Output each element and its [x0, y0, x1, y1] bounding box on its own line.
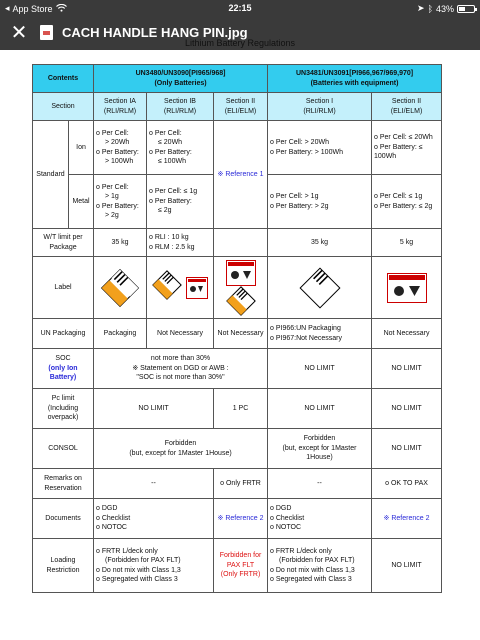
consol-label: CONSOL	[33, 429, 94, 469]
section-ii-b-title: Section II	[391, 98, 422, 106]
ion-ii-line: o Per Battery: ≤	[374, 143, 423, 151]
soc-ii-equip: NO LIMIT	[372, 349, 442, 389]
un-packaging-i-equip	[268, 319, 372, 349]
loading-ii-equip: NO LIMIT	[372, 539, 442, 593]
document-image	[0, 38, 480, 640]
class9-hazard-label-icon	[152, 270, 182, 306]
caution-handling-label-icon	[186, 277, 208, 299]
loading-label-2: Restriction	[46, 566, 80, 574]
metal-ia-line: > 1g	[105, 193, 119, 201]
carrier-label[interactable]: App Store	[12, 3, 53, 14]
metal-ib-line: ≤ 2g	[158, 207, 172, 215]
pc-limit-ii-equip: NO LIMIT	[372, 389, 442, 429]
ion-ia-line: > 100Wh	[105, 157, 134, 165]
label-ia	[94, 257, 147, 319]
wt-i-equip: 35 kg	[268, 229, 372, 257]
metal-ia	[94, 175, 147, 229]
metal-i-equip	[268, 175, 372, 229]
un-packaging-ib: Not Necessary	[147, 319, 214, 349]
pc-label-3: overpack)	[47, 414, 79, 422]
reference-1: ※ Reference 1	[214, 121, 268, 229]
wt-ii-empty	[214, 229, 268, 257]
remarks-ia-ib: --	[94, 469, 214, 499]
header-group-equipment	[268, 65, 442, 93]
wt-ib-1: o RLI : 10 kg	[149, 234, 189, 242]
documents-item: o Checklist	[270, 514, 305, 522]
metal-ii-line: o Per Battery: ≤ 2g	[374, 202, 433, 210]
ion-i-equip	[268, 121, 372, 175]
loading-ii	[214, 539, 268, 593]
wt-ib-2: o RLM : 2.5 kg	[149, 243, 195, 251]
header-group-b-line1: UN3481/UN3091[PI966,967/969,970]	[295, 70, 414, 78]
consol-i-3: 1House)	[306, 454, 333, 462]
section-ib-title: Section IB	[164, 98, 196, 106]
label-row	[33, 257, 442, 319]
ion-i-line: o Per Battery: > 100Wh	[270, 148, 343, 156]
section-ib-sub: (RLI/RLM)	[163, 107, 197, 115]
consol-a-2: (but, except for 1Master 1House)	[129, 449, 232, 457]
soc-value	[94, 349, 268, 389]
section-ii-equip	[372, 93, 442, 121]
remarks-label-1: Remarks on	[44, 475, 82, 483]
caution-handling-label-icon	[387, 273, 427, 303]
wt-ii-equip: 5 kg	[372, 229, 442, 257]
section-row	[33, 93, 442, 121]
section-ii-title: Section II	[225, 98, 256, 106]
header-contents: Contents	[33, 65, 94, 93]
ion-ia-line: o Per Battery:	[96, 148, 139, 156]
metal-ib	[147, 175, 214, 229]
ion-ib-line: o Per Battery:	[149, 148, 192, 156]
document-heading: Lithium Battery Regulations	[184, 38, 296, 48]
soc-value-1: not more than 30%	[150, 355, 211, 363]
battery-icon	[457, 5, 475, 13]
wt-ia: 35 kg	[94, 229, 147, 257]
header-group-batteries	[94, 65, 268, 93]
class9-hazard-label-icon	[100, 268, 140, 308]
un-packaging-ia: Packaging	[94, 319, 147, 349]
documents-row	[33, 499, 442, 539]
documents-ia-ib	[94, 499, 214, 539]
standard-label: Standard	[33, 121, 69, 229]
header-group-a-line2: (Only Batteries)	[154, 79, 207, 87]
label-label: Label	[33, 257, 94, 319]
soc-i-equip: NO LIMIT	[268, 349, 372, 389]
documents-item: o NOTOC	[96, 524, 127, 532]
section-ii	[214, 93, 268, 121]
bluetooth-icon: ᛒ	[427, 3, 433, 14]
section-i-equip	[268, 93, 372, 121]
section-ia	[94, 93, 147, 121]
label-ii-equip	[372, 257, 442, 319]
metal-i-line: o Per Battery: > 2g	[270, 202, 329, 210]
remarks-ii: o Only FRTR	[214, 469, 268, 499]
un-packaging-label: UN Packaging	[33, 319, 94, 349]
loading-item: (Forbidden for PAX FLT)	[105, 557, 181, 565]
consol-a-1: Forbidden	[164, 440, 197, 448]
ion-label: Ion	[69, 121, 94, 175]
label-ii	[214, 257, 268, 319]
un-packaging-ii-equip: Not Necessary	[372, 319, 442, 349]
ion-ib	[147, 121, 214, 175]
soc-label	[33, 349, 94, 389]
label-ib	[147, 257, 214, 319]
consol-ii-equip: NO LIMIT	[372, 429, 442, 469]
reference-2-equip: ※ Reference 2	[372, 499, 442, 539]
un-packaging-i-1: o PI966:UN Packaging	[270, 325, 341, 333]
ion-ia-line: > 20Wh	[105, 139, 130, 147]
pc-label-2: (Including	[47, 404, 79, 412]
remarks-ii-equip: o OK TO PAX	[372, 469, 442, 499]
header-group-b-line2: (Batteries with equipment)	[310, 79, 399, 87]
class9-hazard-label-icon	[299, 267, 341, 309]
soc-value-2: ※ Statement on DGD or AWB :	[132, 364, 229, 372]
loading-item: o FRTR L/deck only	[270, 547, 332, 555]
ion-ib-line: ≤ 100Wh	[158, 157, 186, 165]
consol-i-2: (but, except for 1Master	[282, 444, 357, 452]
pc-limit-i-equip: NO LIMIT	[268, 389, 372, 429]
wt-limit-row	[33, 229, 442, 257]
section-i-title: Section I	[305, 98, 334, 106]
loading-i-equip	[268, 539, 372, 593]
soc-label-3: Battery)	[49, 374, 77, 382]
metal-ia-line: o Per Battery:	[96, 202, 139, 210]
metal-ia-line: > 2g	[105, 211, 119, 219]
clock: 22:15	[228, 3, 252, 13]
loading-ii-1: Forbidden for	[219, 552, 262, 560]
loading-item: o Segregated with Class 3	[270, 575, 352, 583]
ion-ia-line: o Per Cell:	[96, 129, 129, 137]
remarks-i-equip: --	[268, 469, 372, 499]
section-ii-sub: (ELI/ELM)	[224, 107, 257, 115]
loading-row	[33, 539, 442, 593]
metal-i-line: o Per Cell: > 1g	[270, 193, 319, 201]
soc-value-3: "SOC is not more than 30%"	[136, 374, 225, 382]
header-group-a-line1: UN3480/UN3090[PI965/968]	[135, 70, 226, 78]
un-packaging-row	[33, 319, 442, 349]
wt-label-2: Package	[49, 243, 77, 251]
status-right	[417, 3, 475, 14]
consol-row	[33, 429, 442, 469]
standard-ion-row	[33, 121, 442, 175]
soc-label-1: SOC	[55, 355, 71, 363]
documents-item: o NOTOC	[270, 524, 302, 532]
remarks-label-2: Reservation	[44, 484, 82, 492]
loading-label-1: Loading	[50, 557, 76, 565]
loading-ii-2: PAX FLT	[226, 561, 255, 569]
remarks-label	[33, 469, 94, 499]
documents-i-equip	[268, 499, 372, 539]
metal-ia-line: o Per Cell:	[96, 183, 129, 191]
documents-item: o DGD	[96, 505, 118, 513]
status-bar	[0, 0, 480, 16]
ion-ib-line: o Per Cell:	[149, 129, 182, 137]
loading-ia-ib	[94, 539, 214, 593]
ion-i-line: o Per Cell: > 20Wh	[270, 139, 329, 147]
section-i-sub: (RLI/RLM)	[303, 107, 336, 115]
section-ib	[147, 93, 214, 121]
documents-label: Documents	[33, 499, 94, 539]
section-ia-title: Section IA	[104, 98, 136, 106]
consol-batteries	[94, 429, 268, 469]
reference-2: ※ Reference 2	[214, 499, 268, 539]
loading-item: o FRTR L/deck only	[96, 547, 158, 555]
documents-item: o Checklist	[96, 514, 131, 522]
class9-hazard-label-icon	[226, 286, 256, 316]
close-icon[interactable]: ✕	[10, 22, 28, 44]
metal-label: Metal	[69, 175, 94, 229]
loading-item: o Segregated with Class 3	[96, 575, 178, 583]
caution-handling-label-icon	[226, 260, 256, 286]
pc-limit-row	[33, 389, 442, 429]
section-ii-b-sub: (ELI/ELM)	[390, 107, 423, 115]
consol-i-1: Forbidden	[303, 435, 336, 443]
location-icon: ➤	[417, 3, 425, 13]
consol-i-equip	[268, 429, 372, 469]
pc-label-1: Pc limit	[51, 395, 75, 403]
wt-label-1: W/T limit per	[43, 234, 83, 242]
pc-limit-ii: 1 PC	[214, 389, 268, 429]
section-label: Section	[33, 93, 94, 121]
file-title: CACH HANDLE HANG PIN.jpg	[62, 25, 248, 40]
loading-label	[33, 539, 94, 593]
remarks-row	[33, 469, 442, 499]
label-i-equip	[268, 257, 372, 319]
soc-label-2: (only Ion	[48, 364, 78, 372]
soc-row	[33, 349, 442, 389]
header-row	[33, 65, 442, 93]
loading-item: o Do not mix with Class 1,3	[270, 566, 355, 574]
metal-ib-line: o Per Cell: ≤ 1g	[149, 188, 198, 196]
loading-ii-3: (Only FRTR)	[220, 571, 261, 579]
wt-limit-label	[33, 229, 94, 257]
ion-ia	[94, 121, 147, 175]
ion-ii-equip	[372, 121, 442, 175]
metal-ii-equip	[372, 175, 442, 229]
battery-percent: 43%	[435, 3, 454, 14]
un-packaging-ii: Not Necessary	[214, 319, 268, 349]
documents-item: o DGD	[270, 505, 292, 513]
pc-limit-ia-ib: NO LIMIT	[94, 389, 214, 429]
regulations-table	[32, 64, 442, 593]
back-arrow-icon[interactable]: ◂	[5, 3, 10, 13]
pc-limit-label	[33, 389, 94, 429]
metal-ii-line: o Per Cell: ≤ 1g	[374, 193, 423, 201]
metal-ib-line: o Per Battery:	[149, 197, 192, 205]
loading-item: (Forbidden for PAX FLT)	[279, 557, 355, 565]
wt-ib	[147, 229, 214, 257]
ion-ii-line: o Per Cell: ≤ 20Wh	[374, 134, 433, 142]
loading-item: o Do not mix with Class 1,3	[96, 566, 181, 574]
ion-ii-line: 100Wh	[374, 153, 397, 161]
ion-ib-line: ≤ 20Wh	[158, 139, 183, 147]
section-ia-sub: (RLI/RLM)	[103, 107, 137, 115]
un-packaging-i-2: o PI967:Not Necessary	[270, 334, 342, 342]
